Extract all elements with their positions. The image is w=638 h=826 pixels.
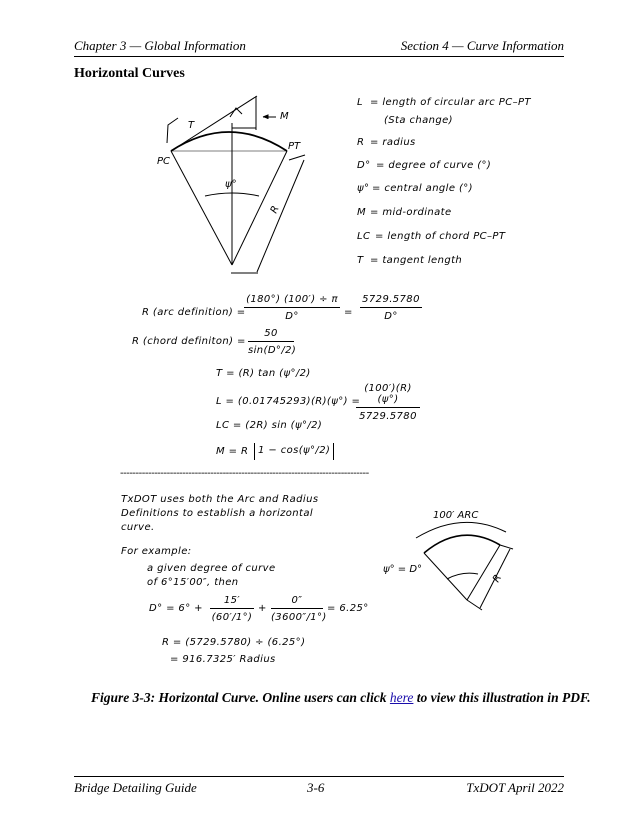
header-chapter: Chapter 3 — Global Information — [74, 38, 246, 53]
d-fraction-1 — [210, 595, 254, 623]
r-arc-denominator-2: D° — [384, 311, 398, 322]
l-fraction — [356, 383, 420, 422]
r-chord-numerator: 50 — [248, 328, 294, 342]
def-sym-m: M — [357, 207, 367, 218]
footer-date: TxDOT April 2022 — [466, 780, 564, 795]
diagram1-label-m: M — [280, 111, 289, 122]
footer-rule — [74, 776, 564, 777]
def-text-psi: = central angle (°) — [372, 183, 473, 194]
l-formula: L = (0.01745293)(R)(ψ°) = — [216, 396, 361, 407]
caption-text-before: Figure 3-3: Horizontal Curve. Online users can click — [91, 690, 390, 705]
def-sym-psi: ψ° — [357, 183, 370, 194]
def-sym-lc: LC — [357, 231, 371, 242]
def-text-m: = mid-ordinate — [370, 207, 452, 218]
diagram1-label-pc: PC — [157, 156, 171, 167]
footer-guide: Bridge Detailing Guide — [74, 780, 197, 795]
def-sym-l: L — [357, 97, 363, 108]
figure-caption — [91, 690, 591, 706]
l-numerator: (100′)(R)(ψ°) — [356, 383, 420, 408]
r-arc-fraction-2 — [360, 294, 422, 322]
example-given-2: of 6°15′00″, then — [147, 577, 239, 588]
def-sym-d: D° — [357, 160, 371, 171]
d-result: = 6.25° — [327, 603, 369, 614]
pdf-link[interactable]: here — [389, 690, 414, 705]
example-intro-1: TxDOT uses both the Arc and Radius — [121, 494, 319, 505]
example-intro-2: Definitions to establish a horizontal — [121, 508, 314, 519]
r-arc-denominator: D° — [285, 311, 299, 322]
example-for-example: For example: — [121, 546, 192, 557]
def-text-t: = tangent length — [370, 255, 463, 266]
m-formula: M = R — [216, 446, 249, 457]
r-example-line-1: R = (5729.5780) ÷ (6.25°) — [162, 637, 306, 648]
d-plus: + — [258, 603, 267, 614]
caption-text-after: to view this illustration in PDF. — [413, 690, 591, 705]
lc-formula: LC = (2R) sin (ψ°/2) — [216, 420, 323, 431]
r-chord-denominator: sin(D°/2) — [248, 345, 297, 356]
example-given-1: a given degree of curve — [147, 563, 276, 574]
diagram2-label-r: R — [491, 572, 505, 585]
d-numerator-2: 0″ — [271, 595, 323, 609]
diagram1-label-pt: PT — [288, 141, 301, 152]
r-arc-label: R (arc definition) = — [142, 307, 246, 318]
d-denominator-2: (3600″/1°) — [271, 612, 327, 623]
def-text-l: = length of circular arc PC–PT — [370, 97, 531, 108]
l-denominator: 5729.5780 — [359, 411, 417, 422]
dashed-separator: -------------------------------------------------------------------------------- — [120, 468, 369, 479]
header-section: Section 4 — Curve Information — [400, 38, 564, 53]
example-intro-3: curve. — [121, 522, 155, 533]
r-arc-fraction — [244, 294, 340, 322]
diagram2-label-arc: 100′ ARC — [433, 510, 479, 521]
m-formula-bracket: 1 − cos(ψ°/2) — [254, 443, 334, 460]
def-sym-t: T — [357, 255, 364, 266]
def-text-r: = radius — [370, 137, 416, 148]
diagram2-label-psi: ψ° = D° — [383, 564, 423, 575]
footer-page-number: 3-6 — [307, 780, 325, 795]
r-chord-fraction — [248, 328, 297, 356]
d-denominator-1: (60′/1°) — [211, 612, 253, 623]
diagram1-label-r: R — [268, 204, 282, 216]
r-chord-label: R (chord definiton) = — [132, 336, 246, 347]
t-formula: T = (R) tan (ψ°/2) — [216, 368, 311, 379]
d-numerator-1: 15′ — [210, 595, 254, 609]
def-text-d: = degree of curve (°) — [376, 160, 492, 171]
def-text-lc: = length of chord PC–PT — [375, 231, 506, 242]
def-text-sta: (Sta change) — [384, 115, 453, 126]
def-sym-r: R — [357, 137, 365, 148]
section-title: Horizontal Curves — [74, 66, 185, 81]
diagram1-label-psi: ψ° — [225, 179, 237, 190]
d-formula-left: D° = 6° + — [149, 603, 203, 614]
r-arc-equals: = — [344, 307, 353, 318]
r-arc-numerator-2: 5729.5780 — [360, 294, 422, 308]
diagram1-label-t: T — [188, 120, 195, 131]
r-example-line-2: = 916.7325′ Radius — [170, 654, 276, 665]
r-arc-numerator: (180°) (100′) ÷ π — [244, 294, 340, 308]
d-fraction-2 — [271, 595, 327, 623]
